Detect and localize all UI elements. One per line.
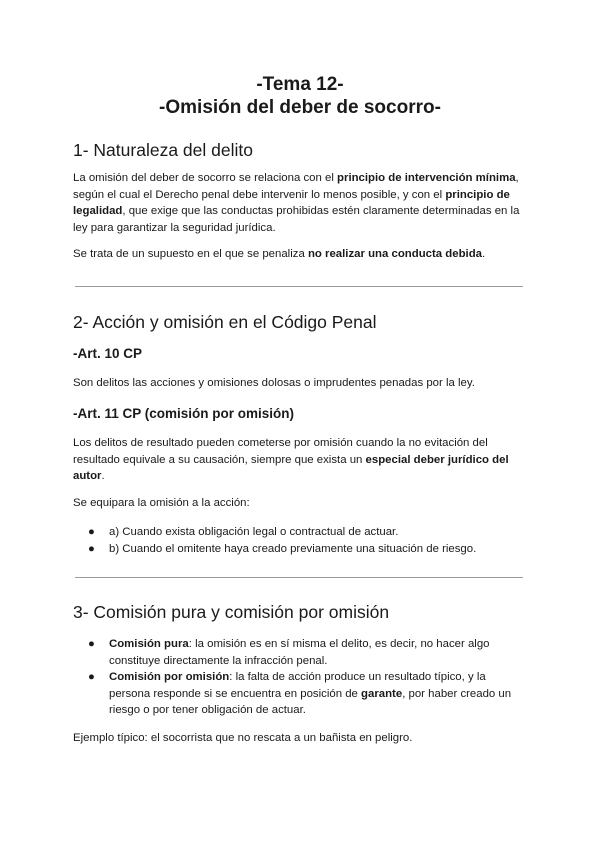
- bullet-icon: ●: [88, 542, 95, 555]
- bold-term: especial deber jurídico del autor: [73, 453, 509, 482]
- text-run: Los delitos de resultado pueden cometerse por omisión cuando la no evitación del resultado equivale a su causación, siempre que exista un: [73, 437, 488, 466]
- bold-term: principio de intervención mínima: [337, 172, 516, 184]
- bullet-icon: ●: [88, 638, 95, 650]
- bullet-icon: ●: [88, 671, 95, 683]
- list-item: [73, 541, 528, 558]
- comision-list: [73, 636, 528, 719]
- divider: [75, 577, 523, 578]
- bold-term: principio de legalidad: [73, 188, 510, 217]
- title-line-1: -Tema 12-: [256, 74, 344, 95]
- text-run: .: [482, 248, 486, 260]
- section-1-paragraph-2: [73, 246, 528, 263]
- bold-term: no realizar una conducta debida: [307, 248, 483, 260]
- list-item: [73, 524, 528, 541]
- list-item-text: a) Cuando exista obligación legal o contractual de actuar.: [109, 526, 399, 538]
- list-item: [73, 636, 528, 669]
- bold-term: garante: [361, 687, 403, 700]
- art-10-text: Son delitos las acciones y omisiones dolosas o imprudentes penadas por la ley.: [73, 377, 475, 389]
- equipara-text: Se equipara la omisión a la acción:: [73, 497, 250, 509]
- list-item: [73, 669, 528, 719]
- list-item-text: b) Cuando el omitente haya creado previamente una situación de riesgo.: [109, 542, 477, 555]
- text-run: , que exige que las conductas prohibidas estén claramente determinadas en la ley para garantizar la seguridad jurídica.: [73, 205, 520, 234]
- text-run: , según el cual el Derecho penal debe intervenir lo menos posible, y con el: [73, 172, 519, 201]
- text-run: : la omisión es en sí misma el delito, es decir, no hacer algo constituye directamente la infracción penal.: [109, 638, 490, 667]
- divider: [75, 286, 523, 287]
- conditions-list: [73, 524, 528, 557]
- title-line-2: -Omisión del deber de socorro-: [159, 97, 441, 118]
- section-1-heading: 1- Naturaleza del delito: [73, 140, 253, 160]
- bold-term: Comisión por omisión: [109, 671, 230, 683]
- art-11-heading: -Art. 11 CP (comisión por omisión): [73, 406, 295, 421]
- text-run: : la falta de acción produce un resultado típico, y la persona responde si se encuentra en posición de: [109, 671, 486, 700]
- section-3-heading: 3- Comisión pura y comisión por omisión: [73, 602, 390, 622]
- art-11-text: [73, 435, 528, 485]
- text-run: , por haber creado un riesgo o por tener obligación de actuar.: [109, 687, 512, 716]
- example-text: Ejemplo típico: el socorrista que no rescata a un bañista en peligro.: [73, 732, 413, 744]
- text-run: .: [101, 470, 105, 482]
- section-1-paragraph-1: [73, 170, 528, 236]
- bold-term: Comisión pura: [109, 638, 189, 650]
- art-10-heading: -Art. 10 CP: [73, 346, 143, 361]
- text-run: La omisión del deber de socorro se relaciona con el: [73, 172, 338, 184]
- bullet-icon: ●: [88, 526, 95, 538]
- text-run: Se trata de un supuesto en el que se penaliza: [73, 248, 308, 260]
- section-2-heading: 2- Acción y omisión en el Código Penal: [73, 312, 377, 332]
